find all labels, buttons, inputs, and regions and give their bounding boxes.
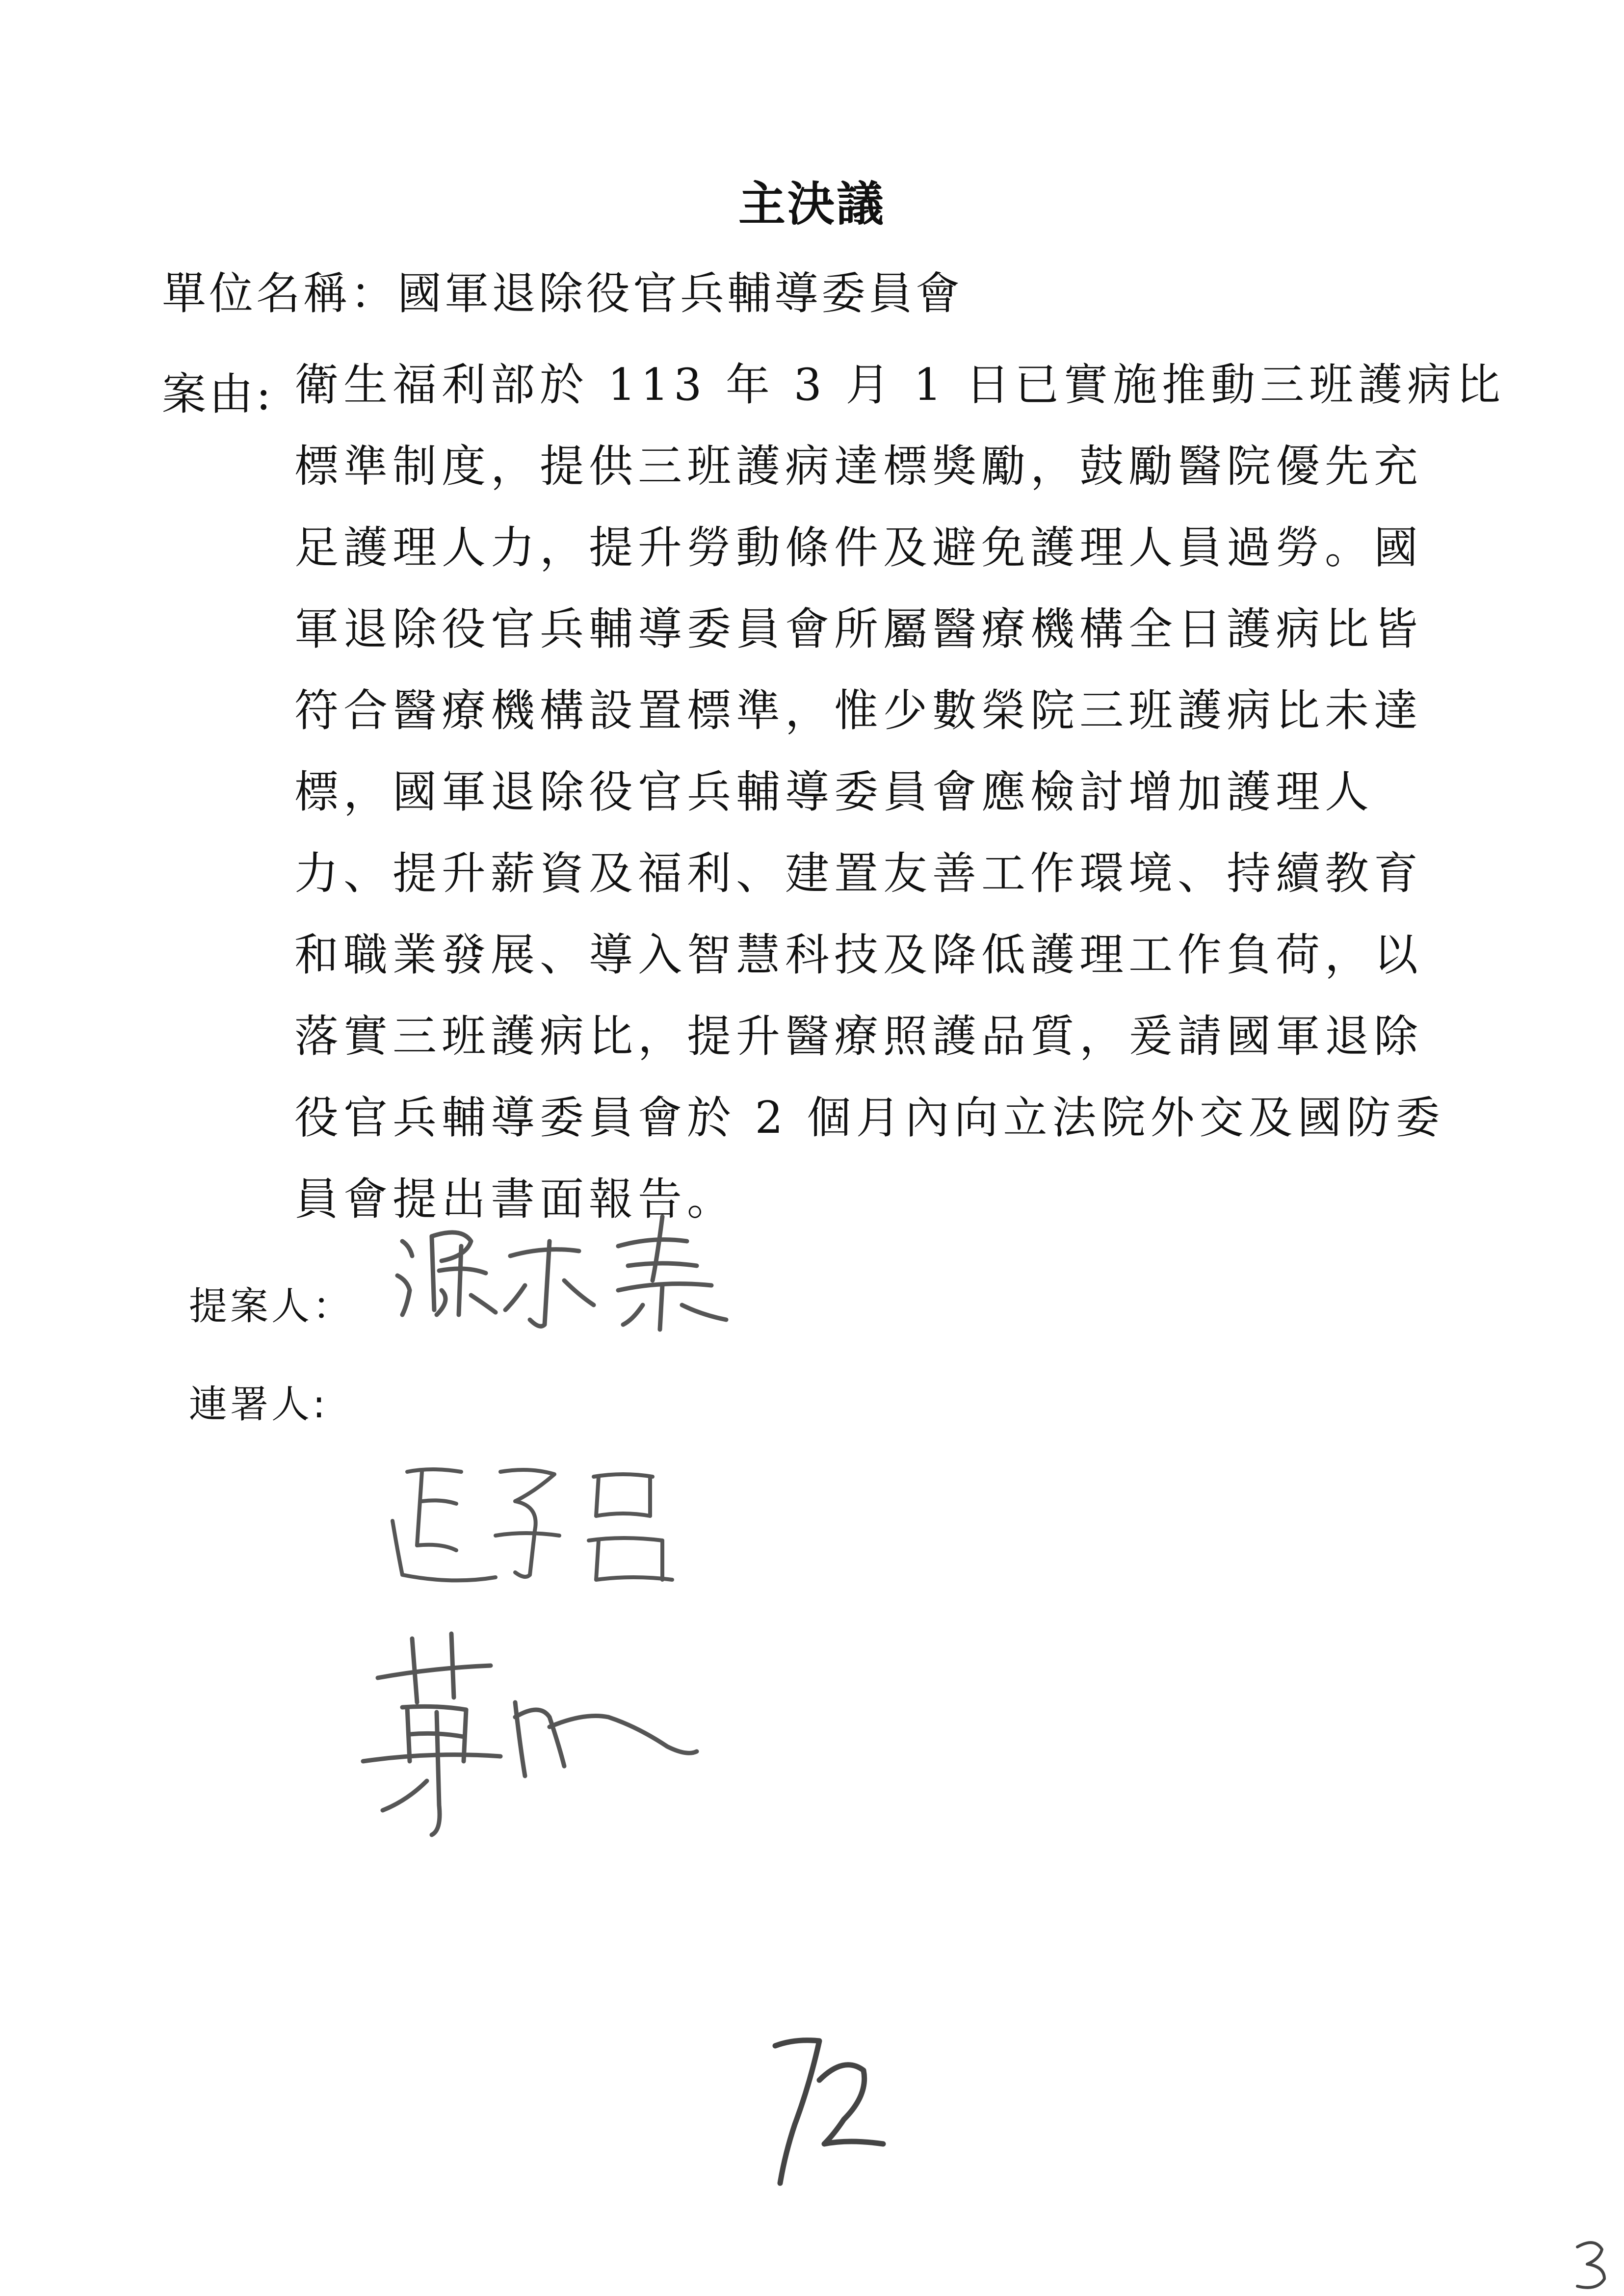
reason-line: 落實三班護病比，提升醫療照護品質，爰請國軍退除 bbox=[294, 1011, 1423, 1062]
reason-text bbox=[294, 358, 1505, 1254]
reason-line: 員會提出書面報告。 bbox=[294, 1174, 736, 1225]
cosigner-label: 連署人: bbox=[189, 1383, 329, 1427]
reason-line: 標，國軍退除役官兵輔導委員會應檢討增加護理人 bbox=[294, 766, 1374, 818]
reason-line: 標準制度，提供三班護病達標獎勵，鼓勵醫院優先充 bbox=[294, 441, 1423, 492]
proposer-label: 提案人： bbox=[189, 1284, 354, 1329]
reason-line: 軍退除役官兵輔導委員會所屬醫療機構全日護病比皆 bbox=[294, 603, 1423, 655]
page-title: 主決議 bbox=[738, 176, 886, 232]
proposer-signature bbox=[388, 1187, 741, 1334]
reason-line: 衛生福利部於 113 年 3 月 1 日已實施推動三班護病比 bbox=[294, 359, 1505, 411]
reason-label: 案由: bbox=[162, 368, 274, 420]
reason-line: 符合醫療機構設置標準，惟少數榮院三班護病比未達 bbox=[294, 685, 1423, 736]
reason-line: 足護理人力，提升勞動條件及避免護理人員過勞。國 bbox=[294, 522, 1423, 574]
unit-name-line bbox=[162, 258, 963, 321]
unit-name-label: 單位名稱： bbox=[162, 268, 397, 319]
corner-number bbox=[1570, 2237, 1614, 2293]
handwritten-page-number bbox=[765, 2026, 893, 2195]
reason-line: 力、提升薪資及福利、建置友善工作環境、持續教育 bbox=[294, 848, 1423, 899]
unit-name-value: 國軍退除役官兵輔導委員會 bbox=[397, 268, 963, 319]
reason-line: 役官兵輔導委員會於 2 個月內向立法院外交及國防委 bbox=[294, 1092, 1445, 1144]
cosigner-signature-1 bbox=[378, 1452, 702, 1599]
cosigner-signature-2 bbox=[353, 1619, 707, 1845]
reason-line: 和職業發展、導入智慧科技及降低護理工作負荷，以 bbox=[294, 929, 1423, 981]
